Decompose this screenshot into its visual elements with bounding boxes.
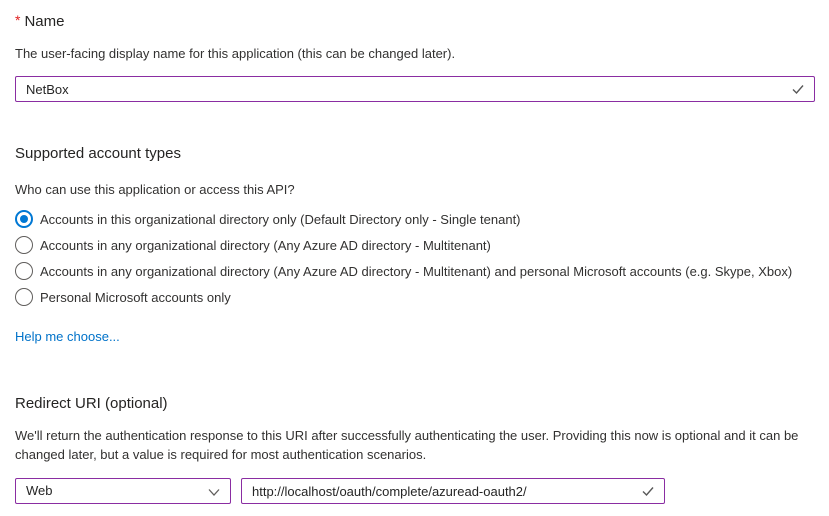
chevron-down-icon [206, 484, 222, 500]
name-input[interactable] [15, 76, 815, 102]
radio-option-multitenant[interactable] [15, 232, 815, 258]
redirect-description-line: changed later, but a value is required for most authentication scenarios. [15, 447, 427, 462]
account-types-question: Who can use this application or access this API? [15, 182, 295, 197]
radio-option-label: Personal Microsoft accounts only [40, 289, 231, 305]
redirect-uri-controls [15, 478, 815, 504]
supported-account-types-title: Supported account types [15, 145, 181, 162]
radio-option-label: Accounts in this organizational directory only (Default Directory only - Single tenant) [40, 211, 521, 227]
radio-option-single-tenant[interactable] [15, 206, 815, 232]
name-input-wrap [15, 76, 815, 102]
name-label-text: Name [24, 13, 65, 30]
radio-selected-icon [15, 210, 33, 228]
radio-option-label: Accounts in any organizational directory (Any Azure AD directory - Multitenant) and personal Microsoft accounts (e.g. Skype, Xbox) [40, 263, 793, 279]
account-type-radio-group [15, 206, 815, 310]
radio-option-personal-only[interactable] [15, 284, 815, 310]
name-field-label [15, 10, 815, 32]
platform-select-value: Web [26, 483, 53, 498]
help-me-choose-link[interactable]: Help me choose... [15, 329, 120, 344]
radio-unselected-icon [15, 236, 33, 254]
name-field-description: The user-facing display name for this application (this can be changed later). [15, 46, 456, 61]
radio-option-label: Accounts in any organizational directory (Any Azure AD directory - Multitenant) [40, 237, 491, 253]
redirect-uri-input-wrap [241, 478, 665, 504]
redirect-uri-description [15, 426, 815, 464]
radio-unselected-icon [15, 262, 33, 280]
redirect-description-line: We'll return the authentication response to this URI after successfully authenticating the user. Providing this now is optional and it can be [15, 428, 799, 443]
redirect-uri-input[interactable] [241, 478, 665, 504]
radio-option-multitenant-personal[interactable] [15, 258, 815, 284]
redirect-uri-title: Redirect URI (optional) [15, 395, 168, 412]
platform-select[interactable] [15, 478, 231, 504]
required-asterisk: * [15, 12, 21, 28]
radio-unselected-icon [15, 288, 33, 306]
